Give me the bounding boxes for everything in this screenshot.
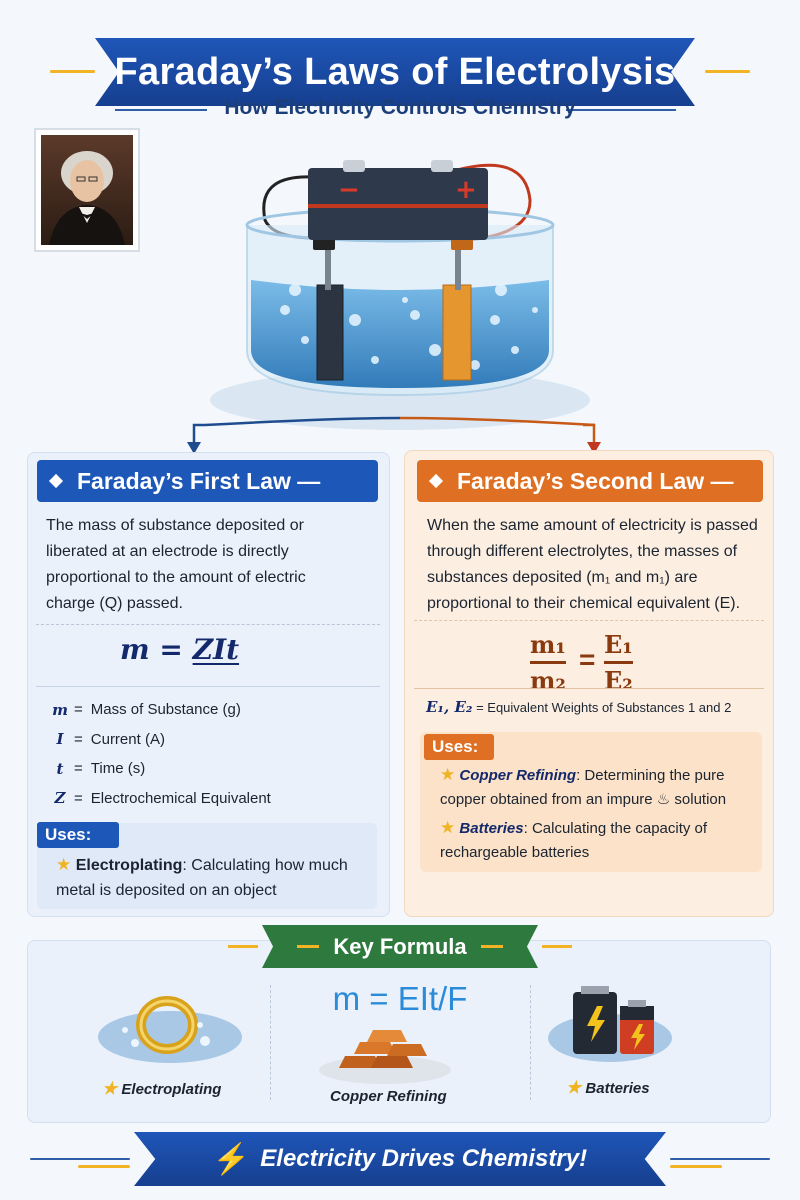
key-item-label: Electroplating — [121, 1081, 222, 1098]
svg-text:− — [338, 175, 360, 205]
star-icon: ★ — [440, 765, 456, 784]
key-formula: m = EIt/F — [332, 980, 468, 1017]
variable-meaning: Current (A) — [90, 730, 165, 748]
variable-row: I = Current (A) — [50, 725, 271, 755]
battery-positive-sign: + — [455, 175, 477, 205]
star-icon: ★ — [566, 1078, 582, 1097]
electroplating-ring-icon — [95, 985, 245, 1065]
formula-rhs: ZIt — [192, 633, 240, 666]
footer-slogan — [134, 1132, 666, 1186]
variable-meaning: Mass of Substance (g) — [90, 701, 241, 719]
key-item-electroplating — [102, 1079, 221, 1099]
divider — [36, 624, 380, 625]
variable-symbol: m — [52, 700, 68, 719]
first-law-formula — [120, 633, 239, 666]
variable-symbol: I — [56, 730, 64, 749]
use-text: : Calculating the capacity of rechargeable batteries — [440, 820, 708, 861]
page-title: Faraday’s Laws of Electrolysis — [114, 50, 676, 93]
key-item-label: Batteries — [585, 1080, 650, 1097]
variable-row: Z = Electrochemical Equivalent — [50, 784, 271, 814]
key-formula-label — [262, 925, 538, 968]
diamond-icon — [429, 474, 443, 488]
lightning-icon: ⚡ — [212, 1142, 251, 1176]
first-law-description: The mass of substance deposited or liberated at an electrode is directly proportional to the amount of electric charge (Q) passed. — [46, 517, 306, 612]
variable-meaning: Electrochemical Equivalent — [90, 789, 271, 807]
electrolysis-cell-illustration — [205, 150, 595, 440]
footer-gold-left — [78, 1165, 130, 1168]
key-formula-label-text: Key Formula — [333, 933, 467, 959]
variable-row: m = Mass of Substance (g) — [50, 695, 271, 725]
equivalent-weights-legend — [426, 694, 771, 721]
use-name: Copper Refining — [459, 767, 577, 784]
footer-accent-right — [670, 1158, 770, 1160]
star-icon: ★ — [56, 855, 72, 874]
key-accent-right — [542, 945, 572, 948]
divider — [414, 620, 764, 621]
fraction-bar — [604, 661, 633, 664]
variable-symbol: Z — [54, 789, 66, 808]
fraction-denominator: m₂ — [530, 666, 566, 695]
second-law-use-item — [440, 816, 758, 865]
fraction-numerator: E₁ — [604, 630, 633, 659]
legend-text: = Equivalent Weights of Substances 1 and 2 — [476, 700, 732, 715]
formula-fraction-right — [604, 630, 633, 695]
second-law-header — [417, 460, 763, 502]
arrow-to-first-law — [180, 420, 210, 456]
svg-text:+ — [455, 175, 477, 205]
key-item-batteries — [566, 1078, 650, 1098]
second-law-description: When the same amount of electricity is passed through different electrolytes, the masses of substances deposited (m₁ and m₁) are proportional to their chemical equivalent (E). — [427, 517, 758, 612]
formula-fraction-left — [530, 630, 566, 695]
star-icon: ★ — [102, 1079, 118, 1098]
star-icon: ★ — [440, 818, 456, 837]
variable-list — [50, 695, 271, 813]
first-law-use-item — [56, 852, 374, 903]
variable-symbol: t — [56, 759, 64, 778]
fraction-bar — [530, 661, 566, 664]
first-law-title: Faraday’s First Law — — [77, 467, 321, 494]
diamond-icon — [49, 474, 63, 488]
use-text: : Determining the pure copper obtained from an impure ♨ solution — [440, 767, 727, 808]
divider — [36, 686, 380, 687]
divider — [270, 985, 271, 1100]
first-law-uses-label: Uses: — [37, 822, 119, 848]
second-law-title: Faraday’s Second Law — — [457, 467, 734, 494]
battery-negative-sign: − — [338, 175, 360, 205]
use-name: Batteries — [459, 820, 524, 837]
second-law-use-item — [440, 763, 758, 812]
second-law-uses-label: Uses: — [424, 734, 494, 760]
formula-equals: = — [579, 644, 596, 675]
divider — [414, 688, 764, 689]
fraction-numerator: m₁ — [530, 630, 566, 659]
title-accent-right — [705, 70, 750, 73]
fraction-denominator: E₂ — [604, 666, 633, 695]
footer-slogan-text: Electricity Drives Chemistry! — [260, 1145, 588, 1172]
copper-bars-icon — [315, 1022, 455, 1084]
first-law-header — [37, 460, 378, 502]
variable-meaning: Time (s) — [90, 760, 146, 778]
faraday-portrait — [34, 128, 140, 252]
title-accent-left — [50, 70, 95, 73]
legend-symbols: E₁, E₂ — [426, 698, 473, 716]
divider — [530, 985, 531, 1100]
key-item-copper-refining: Copper Refining — [330, 1088, 447, 1105]
formula-lhs: m = — [120, 633, 183, 666]
use-name: Electroplating — [75, 857, 183, 874]
footer-gold-right — [670, 1165, 722, 1168]
batteries-icon — [545, 980, 675, 1065]
footer-accent-left — [30, 1158, 130, 1160]
key-accent-left — [228, 945, 258, 948]
variable-row: t = Time (s) — [50, 754, 271, 784]
page-subtitle: How Electricity Controls Chemistry — [224, 96, 576, 119]
use-text: : Calculating how much metal is deposited on an object — [56, 857, 348, 899]
